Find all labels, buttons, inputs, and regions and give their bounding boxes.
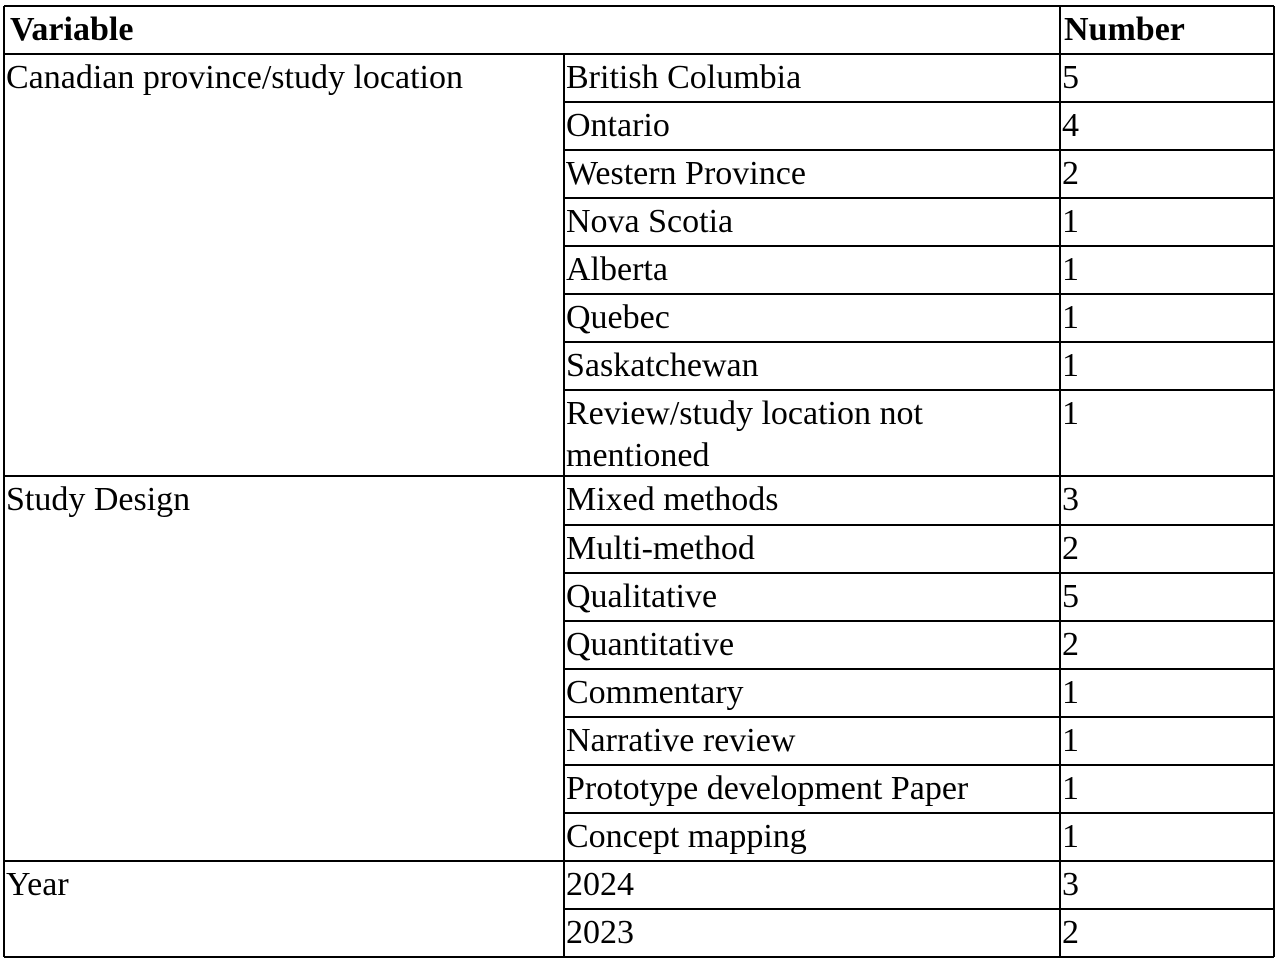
row-number: 1 [1062,347,1079,384]
row-number: 2 [1062,626,1079,663]
row-item: Review/study location not [566,395,923,432]
row-number: 1 [1062,674,1079,711]
row-number: 1 [1062,251,1079,288]
group-label-year: Year [6,866,69,903]
row-number: 1 [1062,395,1079,432]
header-variable: Variable [10,11,134,48]
row-number: 5 [1062,578,1079,615]
row-item: 2023 [566,914,634,951]
row-item: Western Province [566,155,806,192]
row-item: Mixed methods [566,481,779,518]
row-item: Saskatchewan [566,347,759,384]
row-item-continued: mentioned [566,437,710,474]
row-item: 2024 [566,866,634,903]
header-number: Number [1064,11,1185,48]
row-number: 2 [1062,914,1079,951]
group-label-study-design: Study Design [6,481,191,518]
row-item: Quantitative [566,626,735,663]
row-number: 5 [1062,59,1079,96]
row-item: Commentary [566,674,744,711]
row-number: 1 [1062,722,1079,759]
row-number: 2 [1062,530,1079,567]
row-item: Prototype development Paper [566,770,969,807]
row-item: Nova Scotia [566,203,734,240]
row-item: Narrative review [566,722,796,759]
row-item: Quebec [566,299,670,336]
row-item: Concept mapping [566,818,807,855]
row-item: Qualitative [566,578,718,615]
row-number: 3 [1062,866,1079,903]
row-number: 1 [1062,299,1079,336]
group-label-province: Canadian province/study location [6,59,463,96]
row-item: Alberta [566,251,668,288]
row-number: 1 [1062,770,1079,807]
row-number: 2 [1062,155,1079,192]
row-number: 1 [1062,203,1079,240]
row-item: Multi-method [566,530,755,567]
row-number: 4 [1062,107,1079,144]
row-item: British Columbia [566,59,802,96]
row-number: 1 [1062,818,1079,855]
row-number: 3 [1062,481,1079,518]
row-item: Ontario [566,107,670,144]
